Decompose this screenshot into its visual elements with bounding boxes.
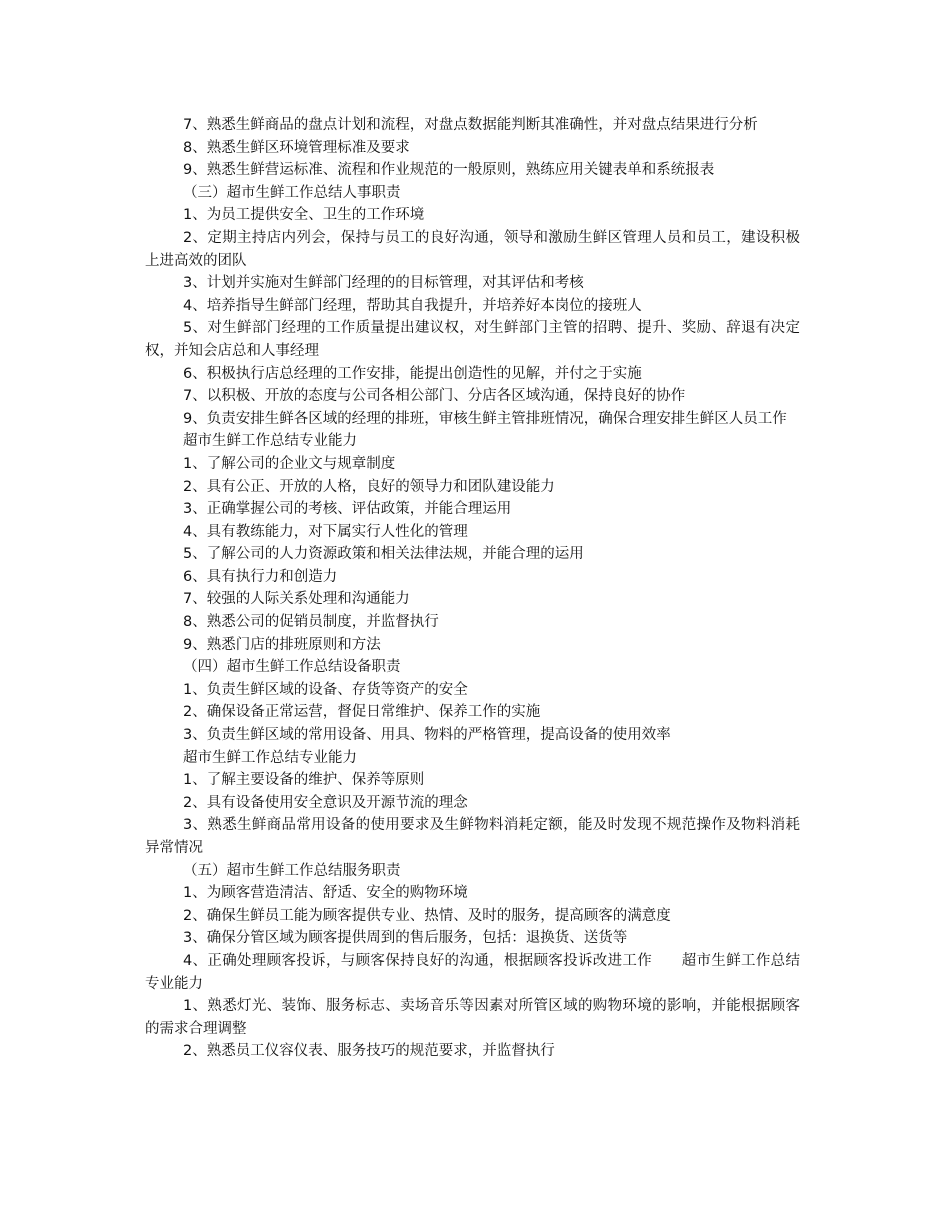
paragraph: 8、熟悉公司的促销员制度，并监督执行 (183, 614, 439, 631)
paragraph: 4、具有教练能力，对下属实行人性化的管理 (183, 523, 468, 540)
paragraph: 3、确保分管区域为顾客提供周到的售后服务，包括：退换货、送货等 (183, 930, 628, 947)
section-heading: （四）超市生鲜工作总结设备职责 (183, 659, 401, 676)
paragraph: 4、培养指导生鲜部门经理，帮助其自我提升，并培养好本岗位的接班人 (183, 297, 642, 314)
subsection-heading: 超市生鲜工作总结专业能力 (183, 749, 357, 766)
paragraph: 3、正确掌握公司的考核、评估政策，并能合理运用 (183, 501, 512, 518)
paragraph: 2、熟悉员工仪容仪表、服务技巧的规范要求，并监督执行 (183, 1043, 555, 1060)
paragraph: 3、负责生鲜区域的常用设备、用具、物料的严格管理，提高设备的使用效率 (183, 727, 671, 744)
paragraph: 2、定期主持店内列会，保持与员工的良好沟通，领导和激励生鲜区管理人员和员工，建设积极上进高效的团队 (145, 229, 800, 269)
paragraph: 2、确保设备正常运营，督促日常维护、保养工作的实施 (183, 704, 541, 721)
paragraph: 3、熟悉生鲜商品常用设备的使用要求及生鲜物料消耗定额，能及时发现不规范操作及物料消耗异常情况 (145, 817, 800, 856)
paragraph: 6、积极执行店总经理的工作安排，能提出创造性的见解，并付之于实施 (183, 365, 642, 382)
paragraph: 2、具有设备使用安全意识及开源节流的理念 (183, 794, 468, 811)
section-heading: （五）超市生鲜工作总结服务职责 (183, 862, 401, 879)
paragraph: 1、为顾客营造清洁、舒适、安全的购物环境 (183, 885, 468, 902)
paragraph: 4、正确处理顾客投诉，与顾客保持良好的沟通，根据顾客投诉改进工作 超市生鲜工作总结专业能力 (145, 952, 800, 992)
paragraph: 1、负责生鲜区域的设备、存货等资产的安全 (183, 681, 468, 698)
paragraph: 5、对生鲜部门经理的工作质量提出建议权，对生鲜部门主管的招聘、提升、奖励、辞退有决定权，并知会店总和人事经理 (145, 320, 800, 359)
paragraph: 6、具有执行力和创造力 (183, 568, 338, 585)
paragraph: 7、以积极、开放的态度与公司各相公部门、分店各区域沟通，保持良好的协作 (183, 388, 686, 405)
paragraph: 1、了解主要设备的维护、保养等原则 (183, 772, 425, 789)
paragraph: 8、熟悉生鲜区环境管理标准及要求 (183, 139, 410, 156)
paragraph: 1、了解公司的企业文与规章制度 (183, 455, 396, 472)
section-heading: （三）超市生鲜工作总结人事职责 (183, 184, 401, 201)
paragraph: 9、负责安排生鲜各区域的经理的排班，审核生鲜主管排班情况，确保合理安排生鲜区人员工作 (183, 410, 787, 427)
paragraph: 1、熟悉灯光、装饰、服务标志、卖场音乐等因素对所管区域的购物环境的影响，并能根据顾客的需求合理调整 (145, 998, 800, 1037)
paragraph: 2、确保生鲜员工能为顾客提供专业、热情、及时的服务，提高顾客的满意度 (183, 907, 671, 924)
paragraph: 9、熟悉生鲜营运标准、流程和作业规范的一般原则，熟练应用关键表单和系统报表 (183, 162, 715, 179)
paragraph: 7、熟悉生鲜商品的盘点计划和流程，对盘点数据能判断其准确性，并对盘点结果进行分析 (183, 117, 758, 133)
paragraph: 1、为员工提供安全、卫生的工作环境 (183, 207, 425, 224)
paragraph: 9、熟悉门店的排班原则和方法 (183, 636, 381, 653)
document-body (145, 114, 800, 1063)
paragraph: 5、了解公司的人力资源政策和相关法律法规，并能合理的运用 (183, 546, 584, 563)
paragraph: 3、计划并实施对生鲜部门经理的的目标管理，对其评估和考核 (183, 275, 584, 292)
paragraph: 2、具有公正、开放的人格，良好的领导力和团队建设能力 (183, 478, 555, 495)
paragraph: 7、较强的人际关系处理和沟通能力 (183, 591, 410, 608)
subsection-heading: 超市生鲜工作总结专业能力 (183, 433, 357, 450)
